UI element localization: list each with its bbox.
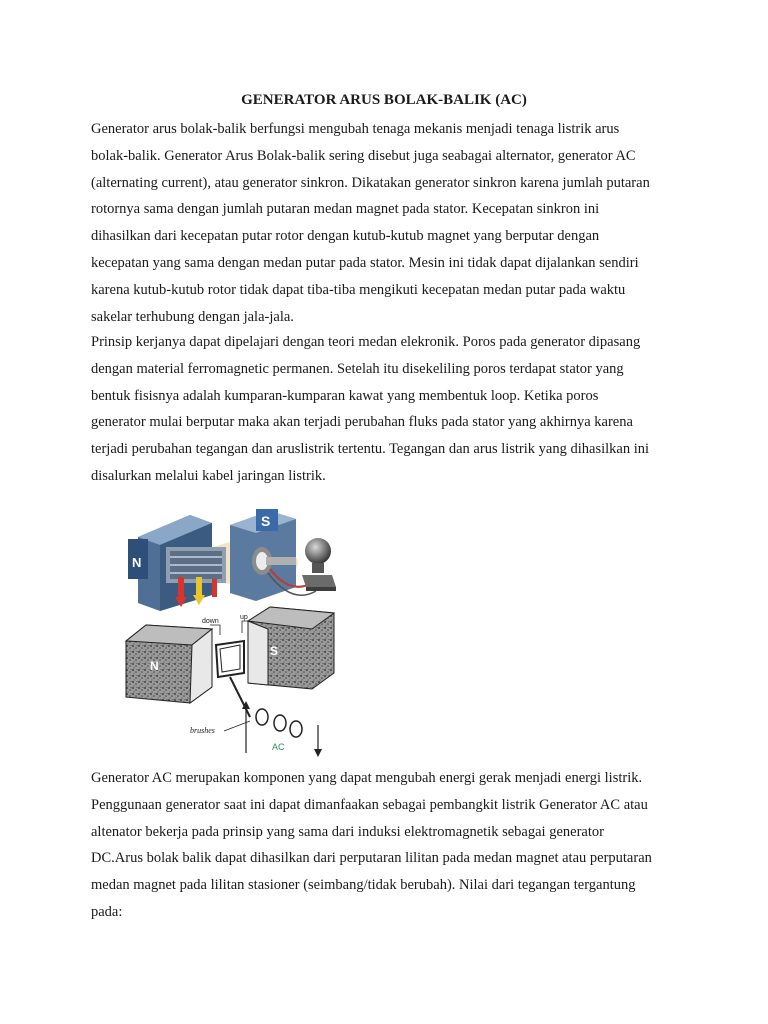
text-line: Penggunaan generator saat ini dapat dimanfaakan sebagai pembangkit listrik Generator AC atau xyxy=(91,796,648,813)
schematic-south-label: S xyxy=(270,644,279,658)
text-line: karena kutub-kutub rotor tidak dapat tiba-tiba mengikuti kecepatan medan putar pada waktu xyxy=(91,281,626,298)
text-line: DC.Arus bolak balik dapat dihasilkan dari perputaran lilitan pada medan magnet atau perputaran xyxy=(91,850,652,867)
text-line: Generator AC merupakan komponen yang dapat mengubah energi gerak menjadi energi listrik. xyxy=(91,770,643,786)
text-line: dengan material ferromagnetic permanen. Setelah itu disekeliling poros terdapat stator yang xyxy=(91,360,624,377)
text-line: altenator bekerja pada prinsip yang sama dari induksi elektromagnetik sebagai generator xyxy=(91,823,604,840)
paragraph-ac-generator xyxy=(91,765,691,926)
text-line: sakelar terhubung dengan jala-jala. xyxy=(91,308,294,325)
text-line: disalurkan melalui kabel jaringan listrik. xyxy=(91,467,326,484)
text-line: bolak-balik. Generator Arus Bolak-balik sering disebut juga seabagai alternator, generator AC xyxy=(91,147,636,164)
text-line: Prinsip kerjanya dapat dipelajari dengan teori medan elekronik. Poros pada generator dipasang xyxy=(91,334,641,350)
down-label: down xyxy=(202,618,219,625)
up-label: up xyxy=(240,614,248,621)
ac-label: AC xyxy=(272,742,285,752)
text-line: rotornya sama dengan jumlah putaran medan magnet pada stator. Kecepatan sinkron ini xyxy=(91,201,600,218)
text-line: kecepatan yang sama dengan medan putar pada stator. Mesin ini tidak dapat dijalankan sendiri xyxy=(91,254,639,271)
document-title: GENERATOR ARUS BOLAK-BALIK (AC) xyxy=(241,92,527,108)
schematic-generator-drawing xyxy=(126,607,334,757)
schematic-north-label: N xyxy=(150,659,159,673)
text-line: (alternating current), atau generator sinkron. Dikatakan generator sinkron karena jumlah putaran xyxy=(91,174,650,191)
text-line: bentuk fisisnya adalah kumparan-kumparan kawat yang membentuk loop. Ketika poros xyxy=(91,387,599,404)
text-line: pada: xyxy=(91,903,123,920)
paragraph-definition xyxy=(91,116,691,330)
text-line: Generator arus bolak-balik berfungsi mengubah tenaga mekanis menjadi tenaga listrik arus xyxy=(91,121,620,137)
magnet-north-label: N xyxy=(132,555,142,570)
brushes-label: brushes xyxy=(190,726,215,735)
paragraph-working-principle xyxy=(91,329,691,490)
text-line: generator mulai berputar maka akan terjadi perubahan fluks pada stator yang akhirnya karena xyxy=(91,414,633,431)
magnet-south-label: S xyxy=(261,513,271,529)
generator-illustration xyxy=(120,495,350,757)
text-line: medan magnet pada lilitan stasioner (seimbang/tidak berubah). Nilai dari tegangan tergantung xyxy=(91,877,636,894)
generator-diagram xyxy=(120,495,350,757)
colored-generator-drawing xyxy=(128,509,336,611)
text-line: terjadi perubahan tegangan dan aruslistrik tertentu. Tegangan dan arus listrik yang dihasilkan ini xyxy=(91,441,650,458)
text-line: dihasilkan dari kecepatan putar rotor dengan kutub-kutub magnet yang berputar dengan xyxy=(91,228,600,245)
